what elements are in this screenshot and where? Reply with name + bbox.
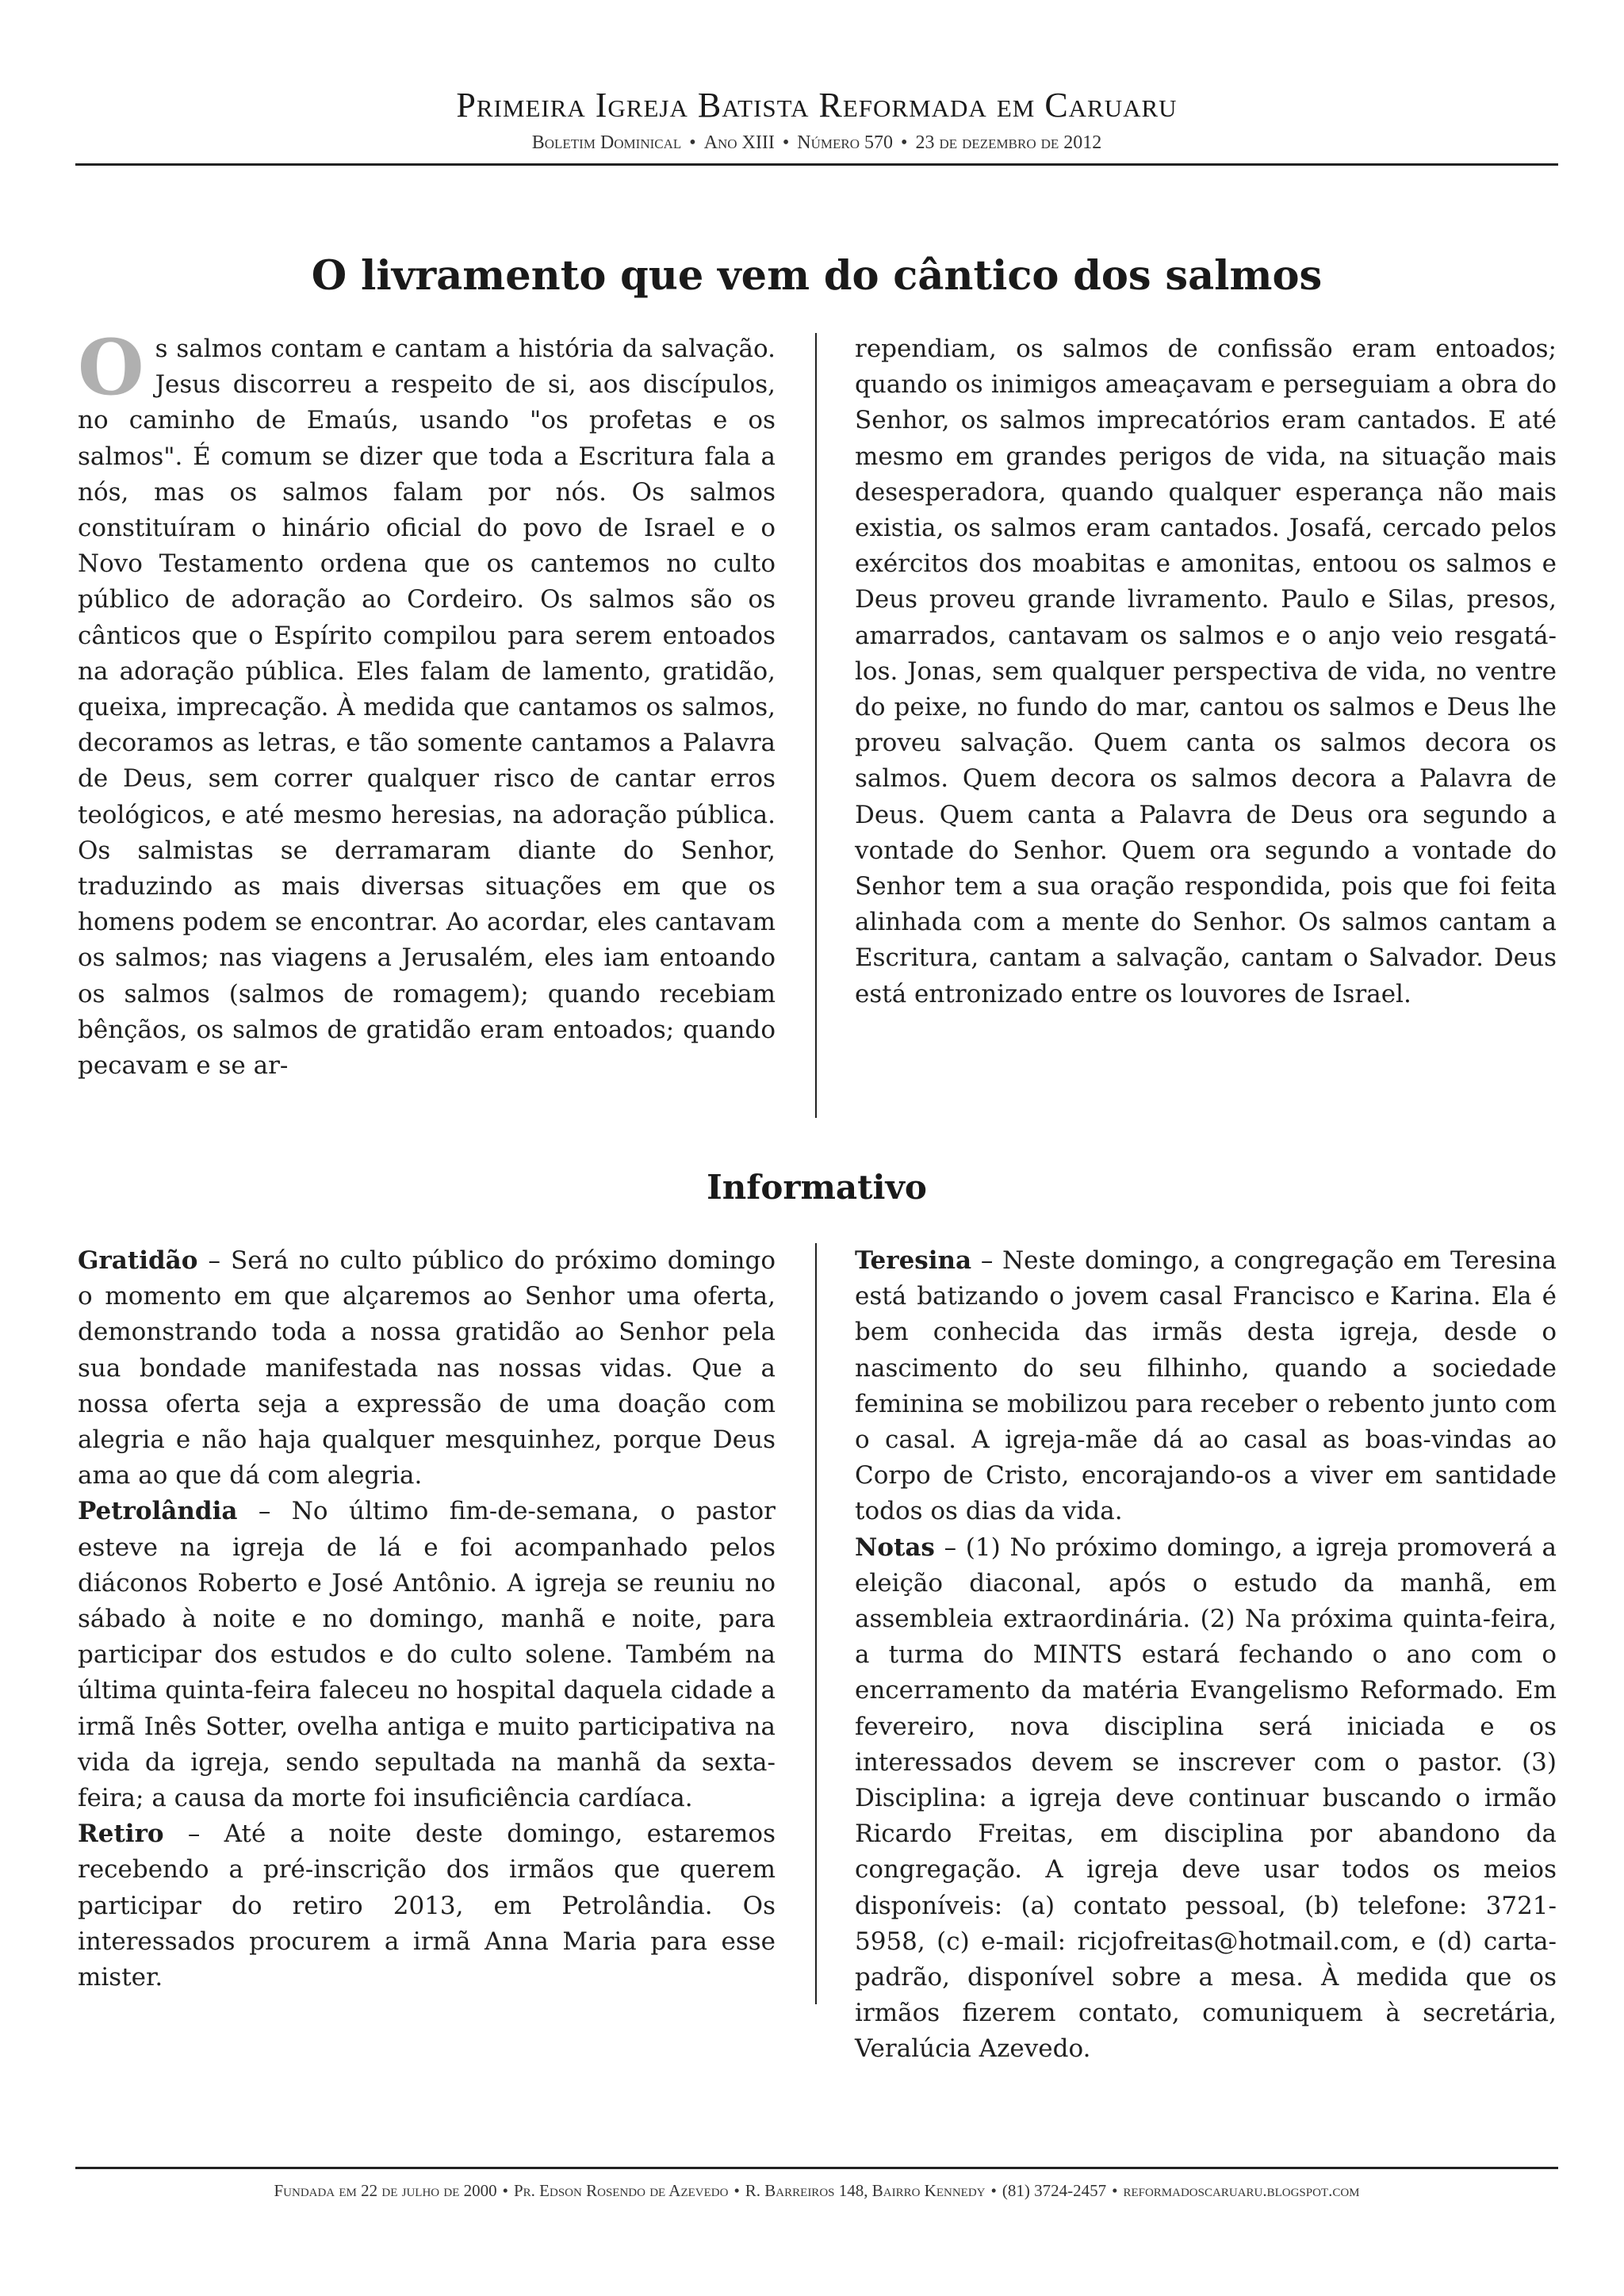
separator-dot: • [1112, 2181, 1118, 2200]
footer-phone: (81) 3724-2457 [1002, 2181, 1107, 2200]
bulletin-label: Boletim Dominical [531, 132, 682, 153]
church-name: Primeira Igreja Batista Reformada em Caruaru [456, 86, 1178, 124]
notice-heading: Petrolândia [78, 1497, 238, 1526]
separator-dot: • [502, 2181, 508, 2200]
footer-divider [75, 2167, 1558, 2169]
header-divider [75, 163, 1558, 166]
notice-petrolandia [78, 1494, 776, 1816]
separator-dot: • [782, 132, 790, 153]
notice-heading: Teresina [855, 1246, 972, 1275]
notice-notas [855, 1530, 1557, 2068]
notice-heading: Notas [855, 1533, 935, 1562]
drop-cap: O [78, 323, 144, 412]
article-right-text: rependiam, os salmos de confissão eram entoados; quando os inimigos ameaçavam e perseguiam a obra do Senhor, os salmos imprecatórios eram cantados. E até mesmo em grandes perigos de vida, na situação mais desesperadora, quando qualquer esperança não mais existia, os salmos eram cantados. Josafá, cercado pelos exércitos dos moabitas e amonitas, entoou os salmos e Deus proveu grande livramento. Paulo e Silas, presos, amarrados, cantavam os salmos e o anjo veio resgatá-los. Jonas, sem qualquer perspectiva de vida, no ventre do peixe, no fundo do mar, cantou os salmos e Deus lhe proveu salvação. Quem canta os salmos decora os salmos. Quem decora os salmos decora a Palavra de Deus. Quem canta a Palavra de Deus ora segundo a vontade do Senhor. Quem ora segundo a vontade do Senhor tem a sua oração respondida, pois que foi feita alinhada com a mente do Senhor. Os salmos cantam a Escritura, cantam a salvação, cantam o Salvador. Deus está entronizado entre os louvores de Israel. [855, 335, 1557, 1008]
masthead [75, 83, 1558, 155]
notice-text: – Até a noite deste domingo, estaremos recebendo a pré-inscrição dos irmãos que querem participar do retiro 2013, em Petrolândia. Os interessados procurem a irmã Anna Maria para esse mister. [78, 1820, 776, 1992]
article-right-column [855, 331, 1557, 1012]
footer-address: R. Barreiros 148, Bairro Kennedy [745, 2181, 986, 2200]
article-column-divider [815, 333, 817, 1118]
notice-text: – (1) No próximo domingo, a igreja promoverá a eleição diaconal, após o estudo da manhã, em assembleia extraordinária. (2) Na próxima quinta-feira, a turma do MINTS estará fechando o ano com o encerramento da matéria Evangelismo Reformado. Em fevereiro, nova disciplina será iniciada e os interessados devem se inscrever com o pastor. (3) Disciplina: a igreja deve continuar buscando o irmão Ricardo Freitas, em disciplina por abandono da congregação. A igreja deve usar todos os meios disponíveis: (a) contato pessoal, (b) telefone: 3721-5958, (c) e-mail: ricjofreitas@hotmail.com, e (d) carta-padrão, disponível sobre a mesa. À medida que os irmãos fizerem contato, comuniquem à secretária, Veralúcia Azevedo. [855, 1533, 1557, 2064]
informativo-left-column [78, 1243, 776, 1996]
footer [75, 2179, 1558, 2202]
article-paragraph-left [78, 323, 776, 1084]
bulletin-info-line [75, 131, 1558, 155]
footer-founded: Fundada em 22 de julho de 2000 [274, 2181, 497, 2200]
separator-dot: • [689, 132, 696, 153]
informativo-right-column [855, 1243, 1557, 2068]
notice-retiro [78, 1816, 776, 1996]
notice-text: – Neste domingo, a congregação em Teresina está batizando o jovem casal Francisco e Karina. Ela é bem conhecida das irmãs desta igreja, desde o nascimento do seu filhinho, quando a sociedade feminina se mobilizou para receber o rebento junto com o casal. A igreja-mãe dá ao casal as boas-vindas ao Corpo de Cristo, encorajando-os a viver em santidade todos os dias da vida. [855, 1246, 1557, 1526]
informativo-title: Informativo [707, 1168, 927, 1207]
informativo-column-divider [815, 1243, 817, 2004]
notice-text: – No último fim-de-semana, o pastor esteve na igreja de lá e foi acompanhado pelos diáconos Roberto e José Antônio. A igreja se reuniu no sábado à noite e no domingo, manhã e noite, para participar dos estudos e do culto solene. Também na última quinta-feira faleceu no hospital daquela cidade a irmã Inês Sotter, ovelha antiga e muito participativa na vida da igreja, sendo sepultada na manhã da sexta-feira; a causa da morte foi insuficiência cardíaca. [78, 1497, 776, 1813]
bulletin-year: Ano XIII [703, 132, 775, 153]
separator-dot: • [901, 132, 908, 153]
bulletin-date: 23 de dezembro de 2012 [915, 132, 1102, 153]
notice-heading: Retiro [78, 1820, 164, 1849]
notice-gratidao [78, 1243, 776, 1494]
notice-heading: Gratidão [78, 1246, 198, 1275]
article-left-column [78, 323, 776, 1084]
footer-website-link[interactable]: reformadoscaruaru.blogspot.com [1123, 2181, 1360, 2200]
bulletin-number: Número 570 [797, 132, 894, 153]
notice-teresina [855, 1243, 1557, 1530]
separator-dot: • [733, 2181, 740, 2200]
notice-text: – Será no culto público do próximo domingo o momento em que alçaremos ao Senhor uma oferta, demonstrando toda a nossa gratidão ao Senhor pela sua bondade manifestada nas nossas vidas. Que a nossa oferta seja a expressão de uma doação com alegria e não haja qualquer mesquinhez, porque Deus ama ao que dá com alegria. [78, 1246, 776, 1490]
article-left-text: s salmos contam e cantam a história da salvação. Jesus discorreu a respeito de si, aos discípulos, no caminho de Emaús, usando "os profetas e os salmos". É comum se dizer que toda a Escritura fala a nós, mas os salmos falam por nós. Os salmos constituíram o hinário oficial do povo de Israel e o Novo Testamento ordena que os cantemos no culto público de adoração ao Cordeiro. Os salmos são os cânticos que o Espírito compilou para serem entoados na adoração pública. Eles falam de lamento, gratidão, queixa, imprecação. À medida que cantamos os salmos, decoramos as letras, e tão somente cantamos a Palavra de Deus, sem correr qualquer risco de cantar erros teológicos, e até mesmo heresias, na adoração pública. Os salmistas se derramaram diante do Senhor, traduzindo as mais diversas situações em que os homens podem se encontrar. Ao acordar, eles cantavam os salmos; nas viagens a Jerusalém, eles iam entoando os salmos (salmos de romagem); quando recebiam bênçãos, os salmos de gratidão eram entoados; quando pecavam e se ar- [78, 335, 776, 1081]
footer-pastor: Pr. Edson Rosendo de Azevedo [514, 2181, 729, 2200]
article-title: O livramento que vem do cântico dos salmos [311, 252, 1323, 300]
separator-dot: • [990, 2181, 997, 2200]
